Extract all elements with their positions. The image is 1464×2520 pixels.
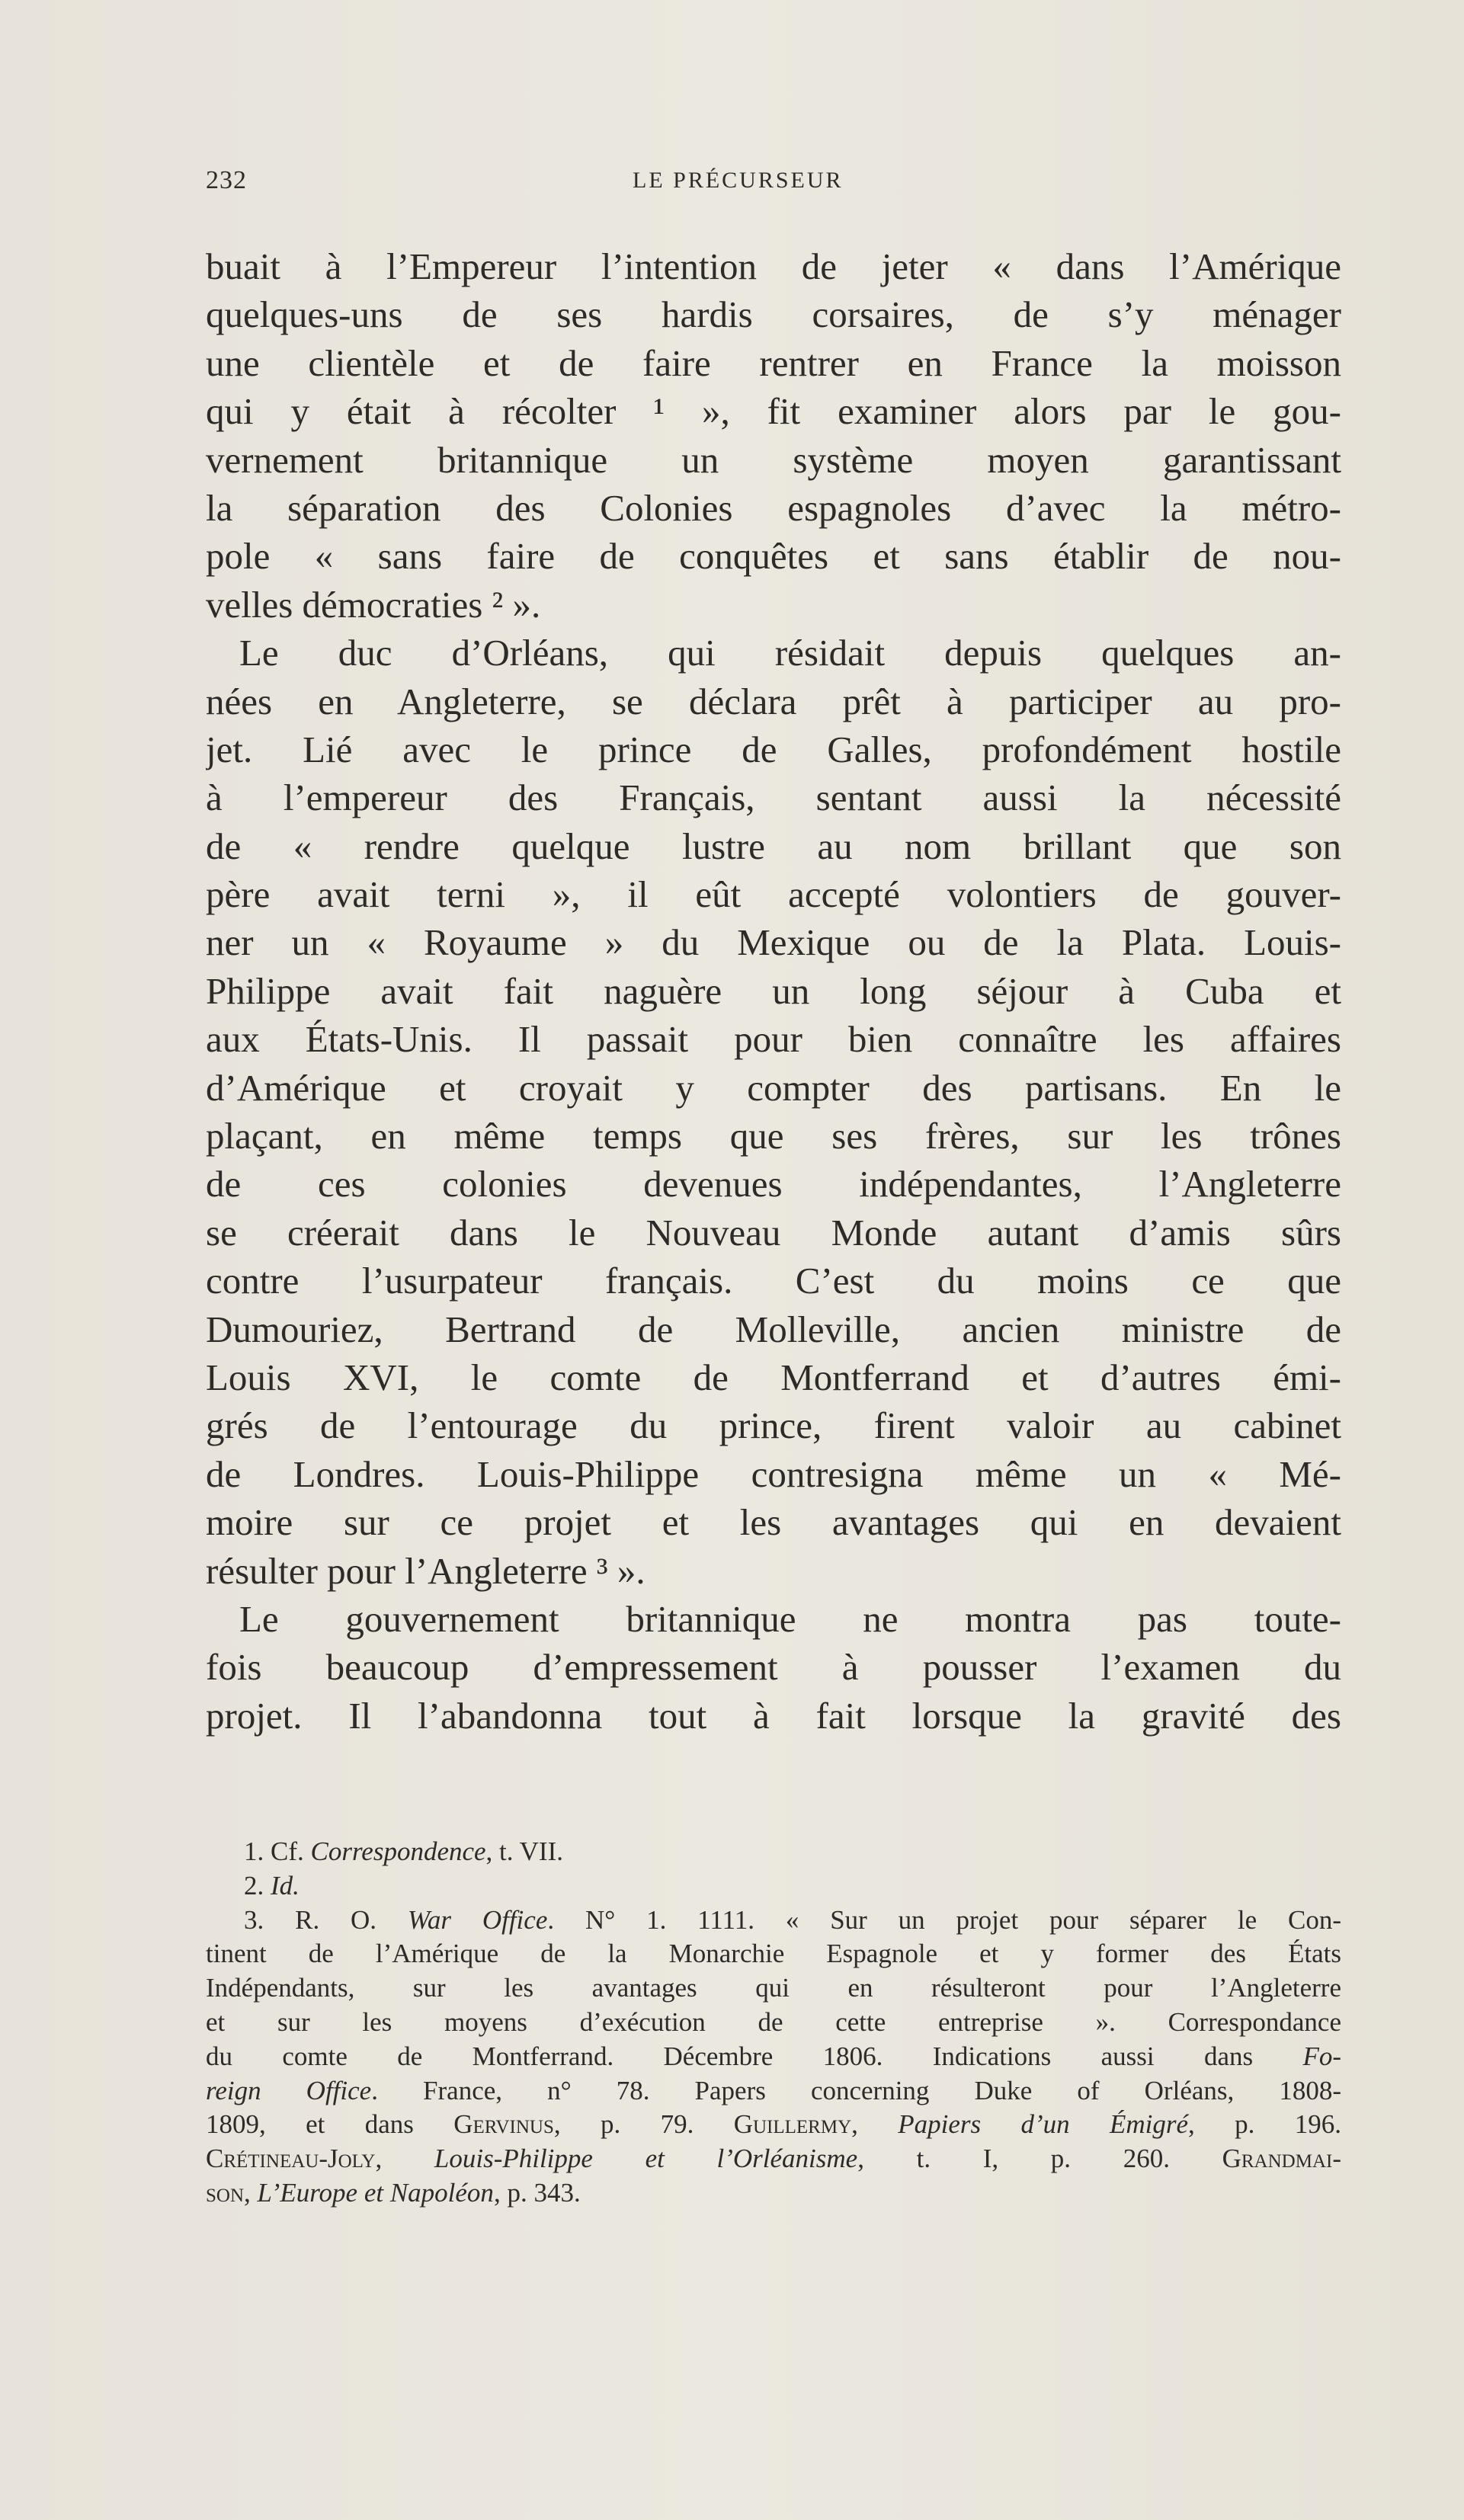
running-title: LE PRÉCURSEUR <box>633 168 844 193</box>
text-line: à l’empereur des Français, sentant aussi la nécessité <box>206 776 1341 819</box>
text-line: projet. Il l’abandonna tout à fait lorsque la gravité des <box>206 1694 1341 1737</box>
footnote-3-line: et sur les moyens d’exécution de cette entreprise ». Correspondance <box>206 2006 1341 2037</box>
footnote-3-line: 3. R. O. War Office. N° 1. 1111. « Sur un projet pour séparer le Con- <box>244 1904 1341 1935</box>
text-line: qui y était à récolter ¹ », fit examiner alors par le gou- <box>206 390 1341 433</box>
text-line: d’Amérique et croyait y compter des partisans. En le <box>206 1066 1341 1109</box>
text-line: moire sur ce projet et les avantages qui en devaient <box>206 1501 1341 1544</box>
text-line: jet. Lié avec le prince de Galles, profondément hostile <box>206 728 1341 770</box>
footnote-2: 2. Id. <box>244 1870 300 1900</box>
text-line: une clientèle et de faire rentrer en France la moisson <box>206 341 1341 384</box>
text-line: Le duc d’Orléans, qui résidait depuis quelques an- <box>239 632 1341 674</box>
text-line: ner un « Royaume » du Mexique ou de la Plata. Louis- <box>206 921 1341 964</box>
footnote-3-line: 1809, et dans Gervinus, p. 79. Guillermy, Papiers d’un Émigré, p. 196. <box>206 2109 1341 2140</box>
text-line: de ces colonies devenues indépendantes, l’Angleterre <box>206 1163 1341 1206</box>
text-line: grés de l’entourage du prince, firent valoir au cabinet <box>206 1404 1341 1447</box>
text-line: père avait terni », il eût accepté volontiers de gouver- <box>206 873 1341 916</box>
text-line: de « rendre quelque lustre au nom brillant que son <box>206 825 1341 867</box>
text-line: Philippe avait fait naguère un long séjour à Cuba et <box>206 969 1341 1012</box>
text-line: aux États-Unis. Il passait pour bien connaître les affaires <box>206 1018 1341 1061</box>
text-line: résulter pour l’Angleterre ³ ». <box>206 1549 646 1592</box>
page-header <box>206 166 1341 212</box>
text-line: contre l’usurpateur français. C’est du moins ce que <box>206 1260 1341 1302</box>
footnote-3-line: Crétineau-Joly, Louis-Philippe et l’Orléanisme, t. I, p. 260. Grandmai- <box>206 2144 1341 2174</box>
body-text <box>206 242 1341 1740</box>
footnote-3-line: tinent de l’Amérique de la Monarchie Espagnole et y former des États <box>206 1939 1341 1969</box>
text-line: pole « sans faire de conquêtes et sans établir de nou- <box>206 535 1341 578</box>
footnote-3-line: son, L’Europe et Napoléon, p. 343. <box>206 2177 581 2208</box>
text-line: plaçant, en même temps que ses frères, sur les trônes <box>206 1115 1341 1158</box>
page-number: 232 <box>206 166 247 194</box>
text-line: la séparation des Colonies espagnoles d’avec la métro- <box>206 486 1341 529</box>
text-line: de Londres. Louis-Philippe contresigna même un « Mé- <box>206 1452 1341 1495</box>
text-line: se créerait dans le Nouveau Monde autant d’amis sûrs <box>206 1211 1341 1254</box>
text-line: Le gouvernement britannique ne montra pas toute- <box>239 1597 1341 1640</box>
text-line: nées en Angleterre, se déclara prêt à participer au pro- <box>206 680 1341 722</box>
footnote-3-line: reign Office. France, n° 78. Papers concerning Duke of Orléans, 1808- <box>206 2075 1341 2105</box>
footnote-1: 1. Cf. Correspondence, t. VII. <box>244 1836 563 1866</box>
footnote-3-line: Indépendants, sur les avantages qui en résulteront pour l’Angleterre <box>206 1973 1341 2003</box>
text-line: vernement britannique un système moyen garantissant <box>206 438 1341 481</box>
footnote-3-line: du comte de Montferrand. Décembre 1806. Indications aussi dans Fo- <box>206 2041 1341 2071</box>
footnotes <box>206 1835 1341 2211</box>
text-line: velles démocraties ² ». <box>206 583 541 626</box>
text-line: Louis XVI, le comte de Montferrand et d’autres émi- <box>206 1356 1341 1398</box>
text-line: buait à l’Empereur l’intention de jeter « dans l’Amérique <box>206 245 1341 287</box>
text-line: quelques-uns de ses hardis corsaires, de s’y ménager <box>206 293 1341 336</box>
text-line: Dumouriez, Bertrand de Molleville, ancien ministre de <box>206 1308 1341 1350</box>
text-line: fois beaucoup d’empressement à pousser l’examen du <box>206 1646 1341 1689</box>
